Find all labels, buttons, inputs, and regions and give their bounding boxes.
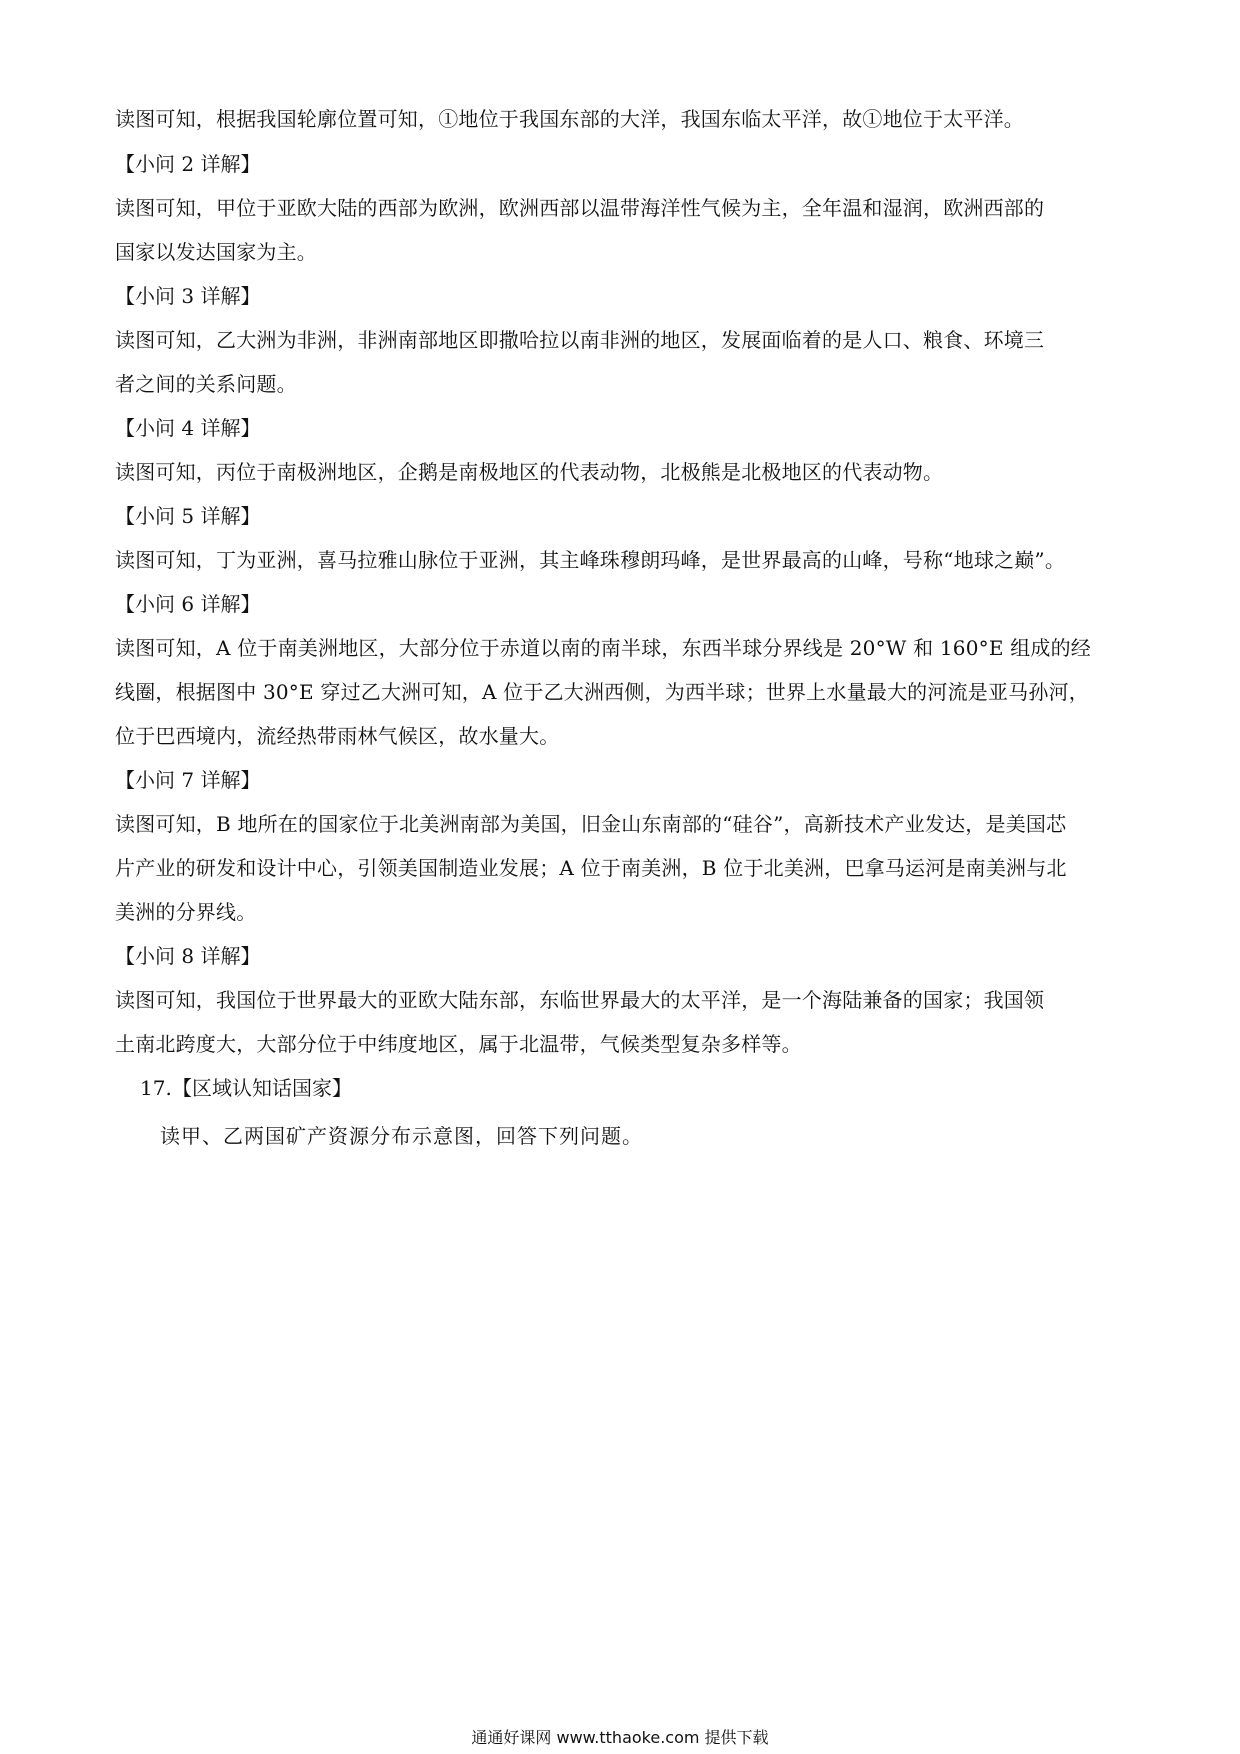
answer-3-line-1: 读图可知，乙大洲为非洲，非洲南部地区即撒哈拉以南非洲的地区，发展面临着的是人口、粮食、环境三	[115, 328, 1045, 352]
answer-8-line-2: 土南北跨度大，大部分位于中纬度地区，属于北温带，气候类型复杂多样等。	[115, 1032, 802, 1056]
answer-7-line-3: 美洲的分界线。	[115, 900, 257, 924]
answer-7-line-1: 读图可知，B 地所在的国家位于北美洲南部为美国，旧金山东南部的“硅谷”，高新技术产业发达，是美国芯	[115, 812, 1067, 836]
sub-question-5-heading: 【小问 5 详解】	[115, 504, 261, 528]
answer-6-line-3: 位于巴西境内，流经热带雨林气候区，故水量大。	[115, 724, 560, 748]
sub-question-7-heading: 【小问 7 详解】	[115, 768, 261, 792]
sub-question-2-heading: 【小问 2 详解】	[115, 152, 261, 176]
answer-2-line-2: 国家以发达国家为主。	[115, 240, 317, 264]
answer-5-line-1: 读图可知，丁为亚洲，喜马拉雅山脉位于亚洲，其主峰珠穆朗玛峰，是世界最高的山峰，号称“地球之巅”。	[115, 548, 1066, 572]
sub-question-3-heading: 【小问 3 详解】	[115, 284, 261, 308]
question-17-title: 【区域认知话国家】	[172, 1076, 352, 1100]
answer-6-line-2: 线圈，根据图中 30°E 穿过乙大洲可知，A 位于乙大洲西侧，为西半球；世界上水量最大的河流是亚马孙河，	[115, 680, 1089, 704]
sub-question-8-heading: 【小问 8 详解】	[115, 944, 261, 968]
answer-3-line-2: 者之间的关系问题。	[115, 372, 297, 396]
question-17-intro: 读甲、乙两国矿产资源分布示意图，回答下列问题。	[160, 1124, 643, 1148]
answer-8-line-1: 读图可知，我国位于世界最大的亚欧大陆东部，东临世界最大的太平洋，是一个海陆兼备的国家；我国领	[115, 988, 1045, 1012]
page-footer: 通通好课网 www.tthaoke.com 提供下载	[471, 1728, 769, 1747]
answer-6-line-1: 读图可知，A 位于南美洲地区，大部分位于赤道以南的南半球，东西半球分界线是 20°W 和 160°E 组成的经	[115, 636, 1092, 660]
answer-2-line-1: 读图可知，甲位于亚欧大陆的西部为欧洲，欧洲西部以温带海洋性气候为主，全年温和湿润，欧洲西部的	[115, 196, 1045, 220]
sub-question-6-heading: 【小问 6 详解】	[115, 592, 261, 616]
question-17-heading	[140, 1074, 352, 1102]
sub-question-4-heading: 【小问 4 详解】	[115, 416, 261, 440]
answer-paragraph-1: 读图可知，根据我国轮廓位置可知，①地位于我国东部的大洋，我国东临太平洋，故①地位于太平洋。	[115, 107, 1024, 131]
question-number: 17.	[140, 1076, 172, 1100]
answer-4-line-1: 读图可知，丙位于南极洲地区，企鹅是南极地区的代表动物，北极熊是北极地区的代表动物。	[115, 460, 944, 484]
answer-7-line-2: 片产业的研发和设计中心，引领美国制造业发展；A 位于南美洲，B 位于北美洲，巴拿马运河是南美洲与北	[115, 856, 1067, 880]
